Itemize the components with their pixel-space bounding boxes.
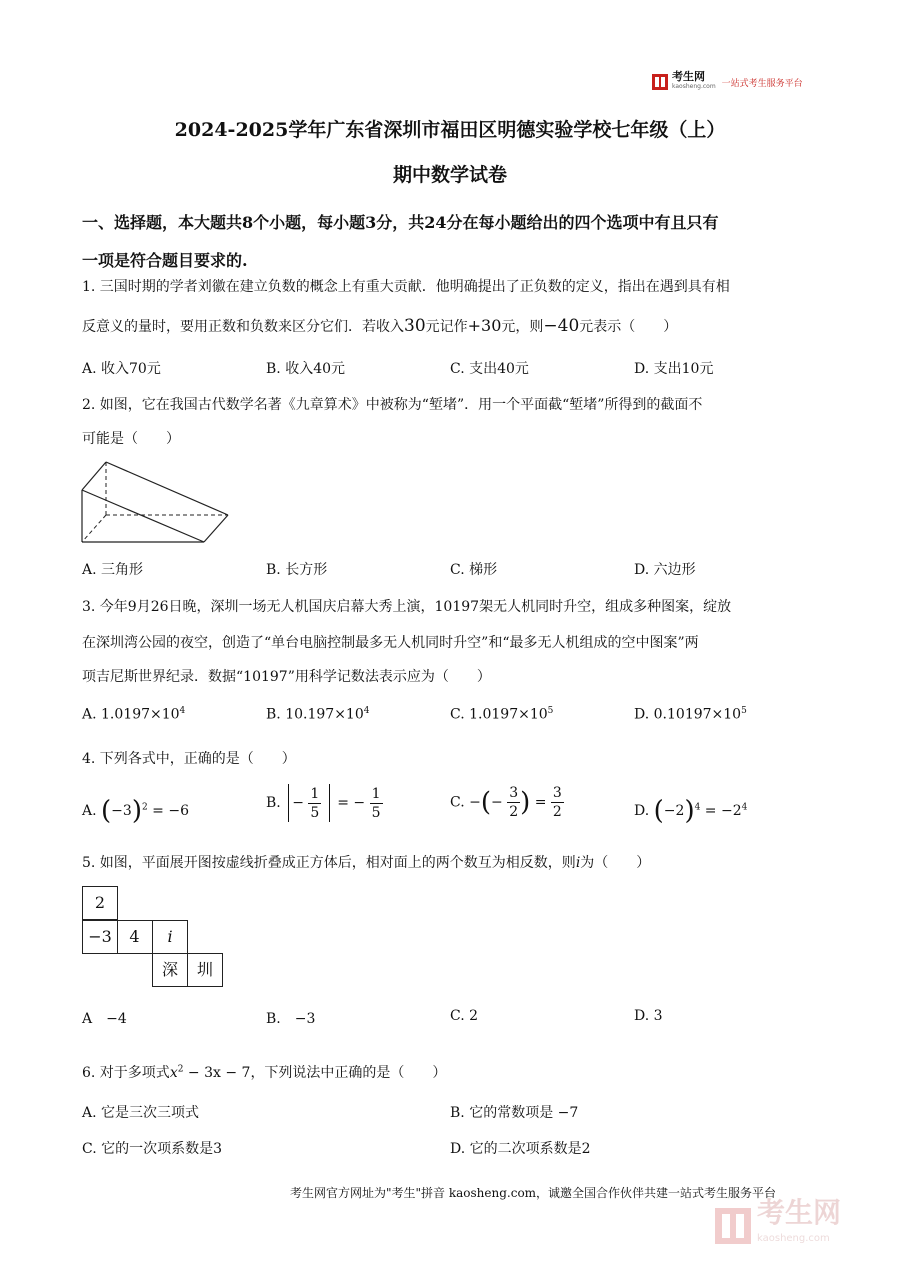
q2-option-b: B. 长方形 (266, 562, 328, 578)
q3-line2: 在深圳湾公园的夜空，创造了“单台电脑控制最多无人机同时升空”和“最多无人机组成的空中图案”两 (82, 635, 699, 651)
q3-option-a: A. $1.0197\times 10^4$ (82, 706, 186, 723)
net-cell: −3 (82, 920, 118, 954)
q1-line2: 反意义的量时，要用正数和负数来区分它们．若收入30元记作+30元，则−40元表示（ ） (82, 316, 678, 336)
q2-option-d: D. 六边形 (634, 562, 696, 578)
footer-text: 考生网官方网址为"考生"拼音 kaosheng.com，诚邀全国合作伙伴共建一站式考生服务平台 (290, 1186, 777, 1200)
q4-option-b: B. − $\frac{1}{5}$ = − $\frac{1}{5}$ (266, 785, 381, 821)
net-cell: 深 (152, 953, 188, 987)
header-logo (652, 72, 803, 92)
q5-option-c: C. 2 (450, 1008, 479, 1024)
q2-line2: 可能是（ ） (82, 431, 180, 447)
qiandu-prism-figure (78, 458, 238, 548)
q3-option-d: D. $0.10197\times 10^5$ (634, 706, 747, 723)
q6-option-c: C. 它的一次项系数是3 (82, 1141, 223, 1157)
q4-option-d: D. $(-2)^4 = -2^4$ (634, 796, 748, 826)
watermark-icon (715, 1208, 751, 1244)
q4-option-c: C. −(− $\frac{3}{2}$ ) = $\frac{3}{2}$ (450, 785, 562, 820)
q4-line1: 4. 下列各式中，正确的是（ ） (82, 751, 296, 767)
q1-line1: 1. 三国时期的学者刘徽在建立负数的概念上有重大贡献．他明确提出了正负数的定义，指出在遇到具有相 (82, 279, 730, 295)
q1-option-b: B. 收入40元 (266, 361, 346, 377)
q6-line1: 6. 对于多项式$x^2 - 3x - 7$，下列说法中正确的是（ ） (82, 1064, 447, 1081)
q3-line3: 项吉尼斯世界纪录．数据“10197”用科学记数法表示应为（ ） (82, 669, 491, 685)
q3-option-b: B. $10.197\times 10^4$ (266, 706, 370, 723)
q5-option-a: A −4 (82, 1011, 127, 1027)
q3-line1: 3. 今年9月26日晚，深圳一场无人机国庆启幕大秀上演，10197架无人机同时升空，组成多种图案，绽放 (82, 599, 732, 615)
q4-option-a: A. $(-3)^2 = -6$ (82, 796, 189, 826)
q6-option-b: B. 它的常数项是 −7 (450, 1105, 579, 1121)
watermark-logo: 考生网 kaosheng.com (715, 1200, 841, 1252)
q1-option-c: C. 支出40元 (450, 361, 529, 377)
logo-icon (652, 74, 668, 90)
q5-option-b: B. −3 (266, 1011, 316, 1027)
q3-option-c: C. $1.0197\times 10^5$ (450, 706, 554, 723)
q2-line1: 2. 如图，它在我国古代数学名著《九章算术》中被称为“堑堵”．用一个平面截“堑堵”所得到的截面不 (82, 397, 703, 413)
q2-option-a: A. 三角形 (82, 562, 144, 578)
logo-slogan: 一站式考生服务平台 (721, 78, 803, 89)
net-cell: 圳 (187, 953, 223, 987)
title-line2: 期中数学试卷 (392, 164, 507, 186)
q5-line1: 5. 如图，平面展开图按虚线折叠成正方体后，相对面上的两个数互为相反数，则i为（ ） (82, 855, 651, 871)
q2-option-c: C. 梯形 (450, 562, 498, 578)
q6-option-a: A. 它是三次三项式 (82, 1105, 200, 1121)
q1-option-d: D. 支出10元 (634, 361, 714, 377)
q5-option-d: D. 3 (634, 1008, 663, 1024)
cube-net-figure (82, 886, 222, 990)
logo-brand: 考生网 kaosheng.com (672, 70, 716, 90)
q1-option-a: A. 收入70元 (82, 361, 161, 377)
net-cell: 4 (117, 920, 153, 954)
section-heading: 一、选择题，本大题共8个小题，每小题3分，共24分在每小题给出的四个选项中有且只有 一项是符合题目要求的. (82, 213, 719, 270)
q6-option-d: D. 它的二次项系数是2 (450, 1141, 591, 1157)
title-line1: 2024-2025学年广东省深圳市福田区明德实验学校七年级（上） (174, 119, 726, 141)
net-cell: i (152, 920, 188, 954)
net-cell: 2 (82, 886, 118, 920)
